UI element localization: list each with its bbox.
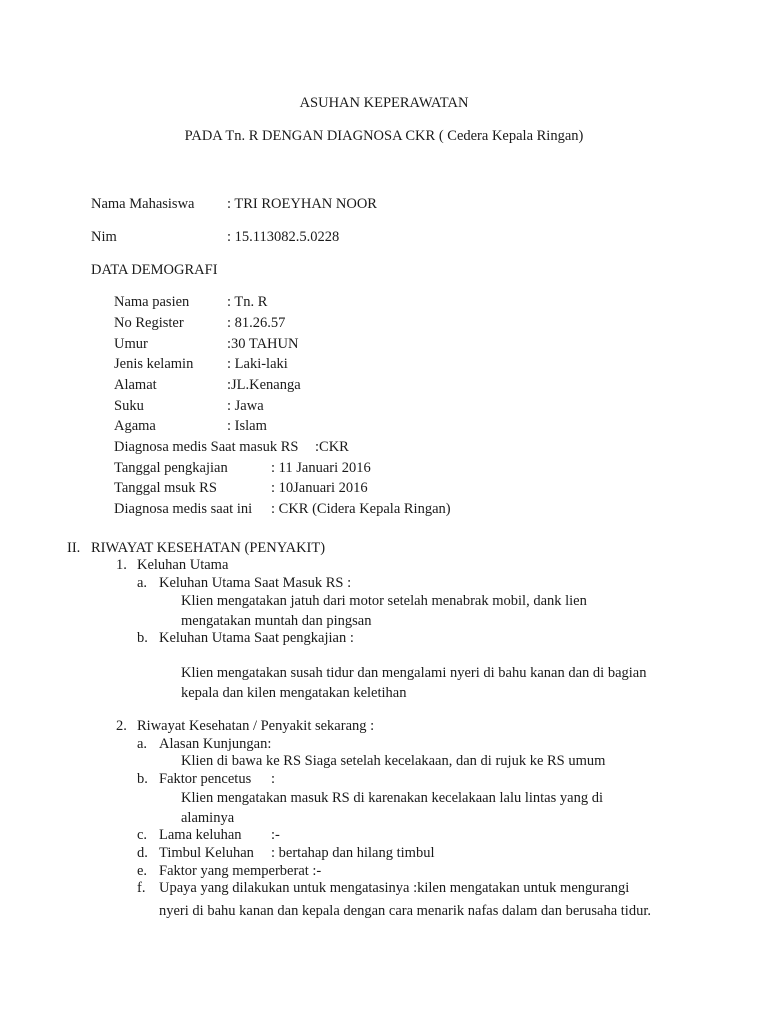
item-text: Klien mengatakan masuk RS di karenakan kecelakaan lalu lintas yang di (181, 790, 603, 806)
item-colon: : (271, 771, 276, 787)
demografi-value: : Islam (227, 418, 267, 434)
list-letter: b. (137, 771, 148, 787)
subsection-title: Keluhan Utama (137, 557, 229, 573)
item-title: Alasan Kunjungan: (159, 736, 272, 752)
demografi-value: :30 TAHUN (227, 336, 299, 352)
demografi-value: : Jawa (227, 398, 264, 414)
demografi-label: Suku (114, 398, 144, 414)
demografi-heading: DATA DEMOGRAFI (91, 262, 218, 278)
item-title: Keluhan Utama Saat Masuk RS : (159, 575, 352, 591)
demografi-label: Nama pasien (114, 294, 190, 310)
item-value: : bertahap dan hilang timbul (271, 845, 435, 861)
document-title: ASUHAN KEPERAWATAN (299, 95, 469, 111)
demografi-label: Tanggal msuk RS (114, 480, 217, 496)
demografi-value: : CKR (Cidera Kepala Ringan) (271, 501, 451, 517)
demografi-label: Agama (114, 418, 156, 434)
item-text: Klien mengatakan jatuh dari motor setelah menabrak mobil, dank lien (181, 593, 587, 609)
item-text: Klien di bawa ke RS Siaga setelah kecelakaan, dan di rujuk ke RS umum (181, 753, 606, 769)
list-letter: c. (137, 827, 148, 843)
list-letter: e. (137, 863, 148, 879)
demografi-value: : Laki-laki (227, 356, 288, 372)
item-text: nyeri di bahu kanan dan kepala dengan cara menarik nafas dalam dan berusaha tidur. (159, 903, 651, 919)
document-subtitle: PADA Tn. R DENGAN DIAGNOSA CKR ( Cedera Kepala Ringan) (184, 128, 584, 144)
item-title: Keluhan Utama Saat pengkajian : (159, 630, 354, 646)
item-title: Lama keluhan (159, 827, 242, 843)
list-letter: a. (137, 575, 148, 591)
student-name-label: Nama Mahasiswa (91, 196, 195, 212)
demografi-label: No Register (114, 315, 184, 331)
item-title: Faktor pencetus (159, 771, 252, 787)
demografi-value: : 10Januari 2016 (271, 480, 368, 496)
demografi-label: Diagnosa medis saat ini (114, 501, 253, 517)
student-nim-label: Nim (91, 229, 117, 245)
section-numeral: II. (67, 540, 81, 556)
list-letter: b. (137, 630, 148, 646)
demografi-label: Alamat (114, 377, 157, 393)
demografi-label: Umur (114, 336, 148, 352)
demografi-label: Jenis kelamin (114, 356, 194, 372)
demografi-value: : 81.26.57 (227, 315, 286, 331)
demografi-value: : Tn. R (227, 294, 268, 310)
section-heading: RIWAYAT KESEHATAN (PENYAKIT) (91, 540, 326, 556)
student-name-value: : TRI ROEYHAN NOOR (227, 196, 377, 212)
list-letter: a. (137, 736, 148, 752)
demografi-label: Tanggal pengkajian (114, 460, 228, 476)
item-text: Klien mengatakan susah tidur dan mengalami nyeri di bahu kanan dan di bagian (181, 665, 647, 681)
item-text: alaminya (181, 810, 235, 826)
list-number: 1. (116, 557, 127, 573)
demografi-label: Diagnosa medis Saat masuk RS (114, 439, 299, 455)
demografi-value: : 11 Januari 2016 (271, 460, 371, 476)
list-number: 2. (116, 718, 127, 734)
item-title: Faktor yang memperberat :- (159, 863, 322, 879)
list-letter: f. (137, 880, 146, 896)
demografi-value: :JL.Kenanga (227, 377, 301, 393)
item-text: mengatakan muntah dan pingsan (181, 613, 372, 629)
demografi-value: :CKR (315, 439, 349, 455)
item-text: Upaya yang dilakukan untuk mengatasinya :kilen mengatakan untuk mengurangi (159, 880, 630, 896)
item-text: kepala dan kilen mengatakan keletihan (181, 685, 407, 701)
list-letter: d. (137, 845, 148, 861)
subsection-title: Riwayat Kesehatan / Penyakit sekarang : (137, 718, 375, 734)
item-title: Timbul Keluhan (159, 845, 254, 861)
item-value: :- (271, 827, 280, 843)
student-nim-value: : 15.113082.5.0228 (227, 229, 340, 245)
